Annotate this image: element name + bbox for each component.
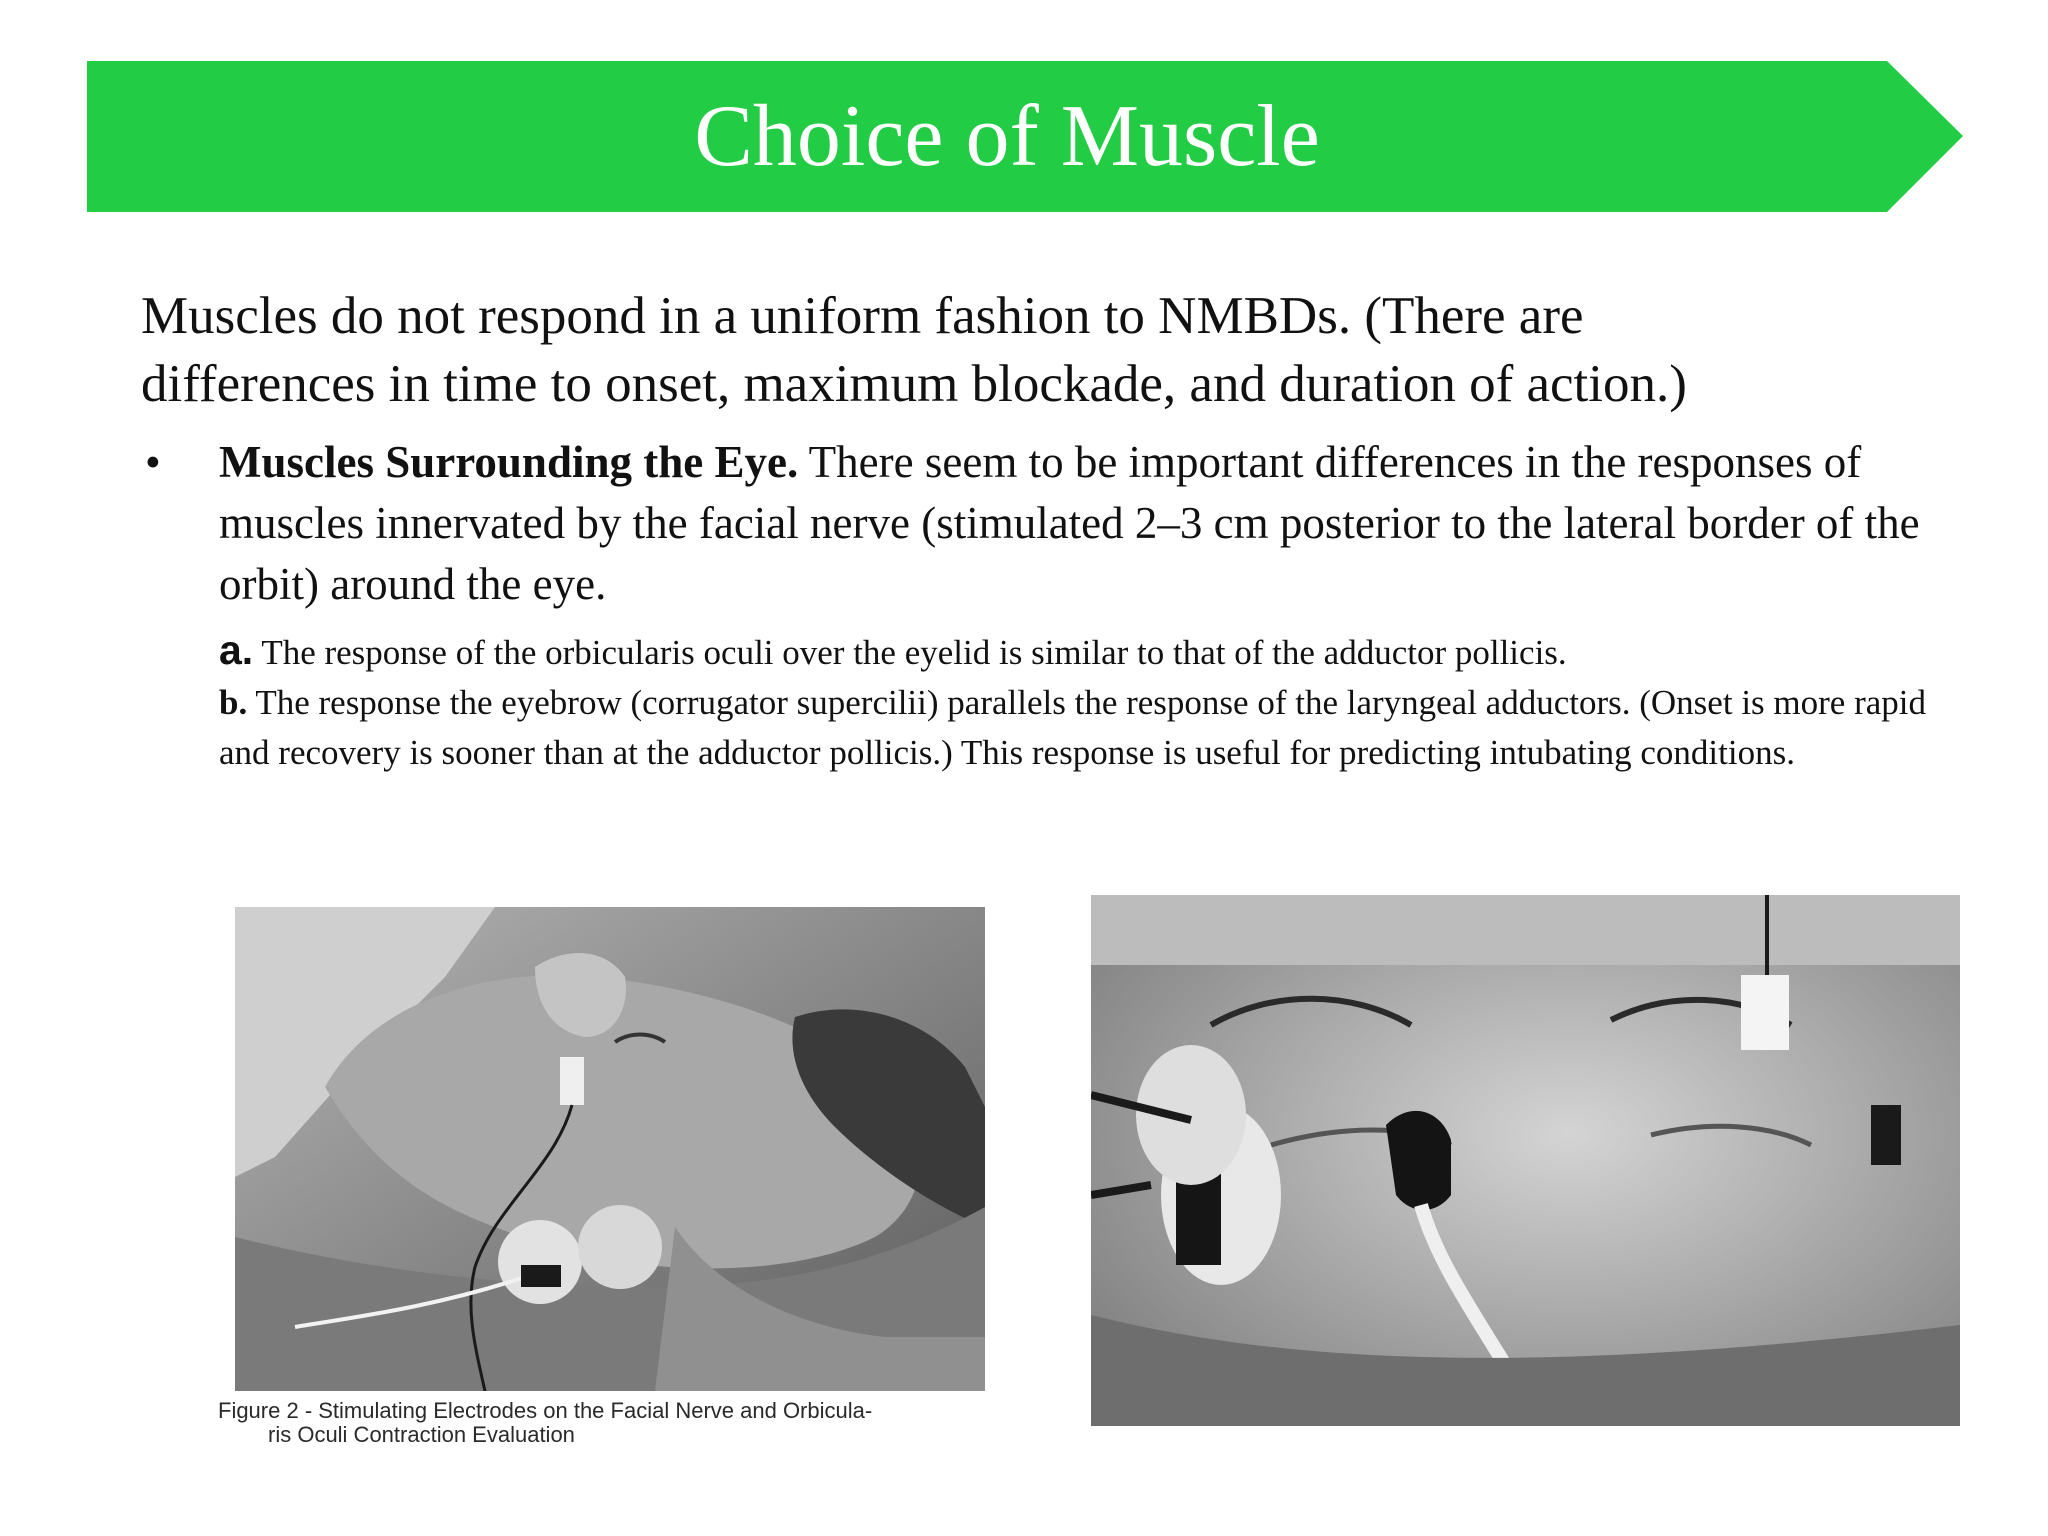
figure-caption-line-2: ris Oculi Contraction Evaluation xyxy=(268,1422,575,1447)
bullet-marker: • xyxy=(145,437,161,487)
sub-item-a xyxy=(219,625,1964,678)
sub-item-letter: a. xyxy=(219,627,254,673)
intro-line-2: differences in time to onset, maximum blockade, and duration of action.) xyxy=(141,355,1687,413)
sub-item-text: The response of the orbicularis oculi over the eyelid is similar to that of the adductor pollicis. xyxy=(253,633,1567,672)
sub-item-b xyxy=(219,678,1964,778)
bullet-lead: Muscles Surrounding the Eye. xyxy=(219,437,799,487)
sub-item-list xyxy=(219,625,1964,778)
figure-caption xyxy=(218,1399,1018,1447)
facial-nerve-electrodes-photo xyxy=(235,907,985,1391)
eyebrow-electrodes-photo xyxy=(1091,895,1960,1426)
sub-item-text: The response the eyebrow (corrugator supercilii) parallels the response of the laryngeal adductors. (Onset is more rapid and recovery is sooner than at the adductor pollicis.) This response is useful for predicting intubating conditions. xyxy=(219,683,1926,772)
bullet-body xyxy=(219,432,1939,615)
bullet-text: There seem to be important differences in the responses of muscles innervated by the facial nerve (stimulated 2–3 cm posterior to the lateral border of the orbit) around the eye. xyxy=(219,437,1920,609)
figure-caption-line-1: Figure 2 - Stimulating Electrodes on the Facial Nerve and Orbicula- xyxy=(218,1398,873,1423)
photo-left-illustration xyxy=(235,907,985,1391)
figure-left xyxy=(202,890,1002,1460)
slide-title: Choice of Muscle xyxy=(694,88,1320,185)
sub-item-letter: b. xyxy=(219,683,248,722)
photo-right-illustration xyxy=(1091,895,1960,1426)
title-banner xyxy=(87,61,1963,212)
intro-paragraph xyxy=(141,282,1981,418)
intro-line-1: Muscles do not respond in a uniform fashion to NMBDs. (There are xyxy=(141,287,1584,345)
